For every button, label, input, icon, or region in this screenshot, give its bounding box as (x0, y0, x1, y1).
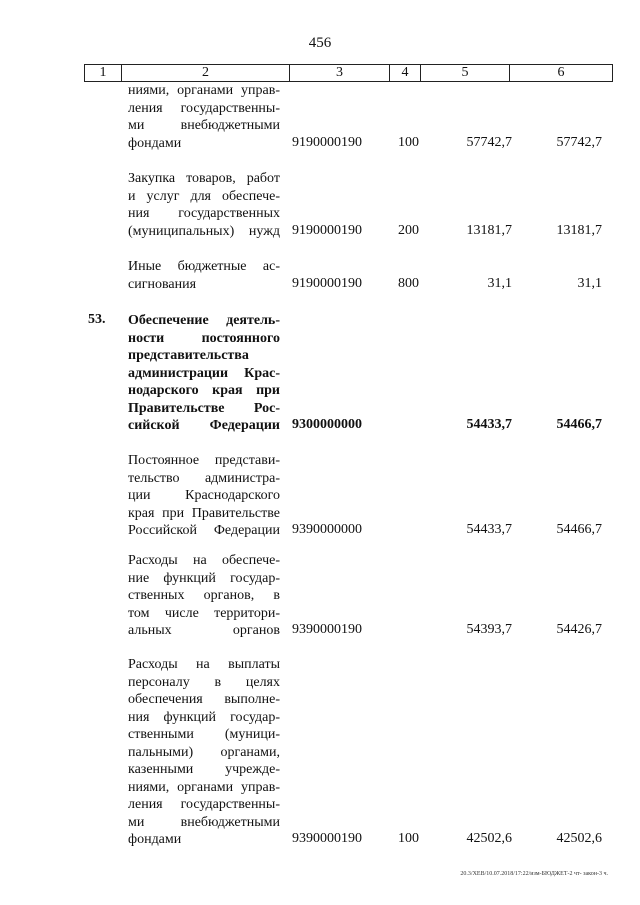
row-type: 800 (398, 275, 419, 291)
description-line: персоналу в целях (128, 674, 280, 690)
description-line: Иные бюджетные ас- (128, 259, 280, 274)
description-line: ственными (муници- (128, 727, 280, 742)
description-line: казенными учрежде- (128, 762, 280, 777)
description-line: том числе территори- (128, 605, 280, 621)
row-description (128, 312, 280, 435)
description-line: ниями, органами управ- (128, 83, 280, 98)
column-header-1: 1 (85, 65, 122, 82)
row-value-2: 42502,6 (556, 831, 602, 846)
description-line: (муниципальных) нужд (128, 223, 280, 239)
row-value-1: 54433,7 (466, 522, 512, 537)
column-header-4: 4 (390, 65, 421, 82)
description-line: ми внебюджетными (128, 118, 280, 133)
description-line: ния государственных (128, 206, 280, 221)
row-value-1: 54433,7 (466, 417, 512, 432)
description-line: ми внебюджетными (128, 814, 280, 830)
description-line: Закупка товаров, работ (128, 171, 280, 186)
row-value-2: 54466,7 (556, 417, 602, 432)
row-value-1: 57742,7 (466, 134, 512, 150)
row-value-1: 13181,7 (466, 222, 512, 238)
row-value-2: 54466,7 (556, 522, 602, 537)
description-line: Российской Федерации (128, 523, 280, 538)
row-value-2: 13181,7 (556, 222, 602, 238)
row-value-2: 31,1 (577, 275, 602, 291)
description-line: тельство администра- (128, 470, 280, 486)
description-line: ние функций государ- (128, 570, 280, 586)
row-type: 100 (398, 134, 419, 150)
description-line: нодарского края при (128, 383, 280, 398)
row-description (128, 656, 280, 849)
row-code: 9190000190 (292, 275, 362, 291)
description-line: администрации Крас- (128, 365, 280, 381)
description-line: сийской Федерации (128, 418, 280, 433)
column-header-6: 6 (510, 65, 613, 82)
column-header-2: 2 (122, 65, 290, 82)
row-type: 200 (398, 222, 419, 238)
description-line: ления государственны- (128, 100, 280, 116)
description-line: представительства (128, 348, 249, 363)
row-code: 9190000190 (292, 134, 362, 150)
column-header-table (84, 64, 613, 82)
row-value-1: 54393,7 (466, 622, 512, 637)
row-code: 9300000000 (292, 417, 362, 432)
row-value-2: 57742,7 (556, 134, 602, 150)
row-code: 9190000190 (292, 222, 362, 238)
description-line: альных органов (128, 623, 280, 638)
row-description (128, 258, 280, 293)
description-line: Правительстве Рос- (128, 400, 280, 416)
row-description (128, 552, 280, 640)
description-line: Постоянное представи- (128, 453, 280, 468)
row-code: 9390000190 (292, 831, 362, 846)
row-value-1: 31,1 (487, 275, 512, 291)
row-description (128, 82, 280, 152)
column-header-row (85, 65, 613, 82)
description-line: ниями, органами управ- (128, 779, 280, 795)
description-line: ности постоянного (128, 330, 280, 346)
row-value-2: 54426,7 (556, 622, 602, 637)
row-description (128, 452, 280, 540)
description-line: Обеспечение деятель- (128, 313, 280, 328)
column-header-5: 5 (421, 65, 510, 82)
description-line: и услуг для обеспече- (128, 188, 280, 204)
description-line: ственных органов, в (128, 588, 280, 603)
description-line: пальными) органами, (128, 744, 280, 760)
description-line: края при Правительстве (128, 505, 280, 521)
row-type: 100 (398, 831, 419, 846)
description-line: Расходы на обеспече- (128, 553, 280, 568)
document-footer: 20.3/ХЕВ/10.07.2018/17:22/изм-БЮДЖЕТ-2 чт- закон-3 ч. (460, 871, 608, 877)
description-line: Расходы на выплаты (128, 657, 280, 672)
row-value-1: 42502,6 (466, 831, 512, 846)
row-code: 9390000190 (292, 622, 362, 637)
description-line: ции Краснодарского (128, 488, 280, 503)
page-number: 456 (308, 35, 332, 51)
description-line: сигнования (128, 276, 197, 292)
column-header-3: 3 (290, 65, 390, 82)
description-line: обеспечения выполне- (128, 692, 280, 707)
description-line: фондами (128, 135, 182, 151)
description-line: фондами (128, 832, 182, 847)
description-line: ления государственны- (128, 797, 280, 812)
row-number: 53. (88, 312, 106, 327)
row-code: 9390000000 (292, 522, 362, 537)
description-line: ния функций государ- (128, 709, 280, 725)
row-description (128, 170, 280, 240)
